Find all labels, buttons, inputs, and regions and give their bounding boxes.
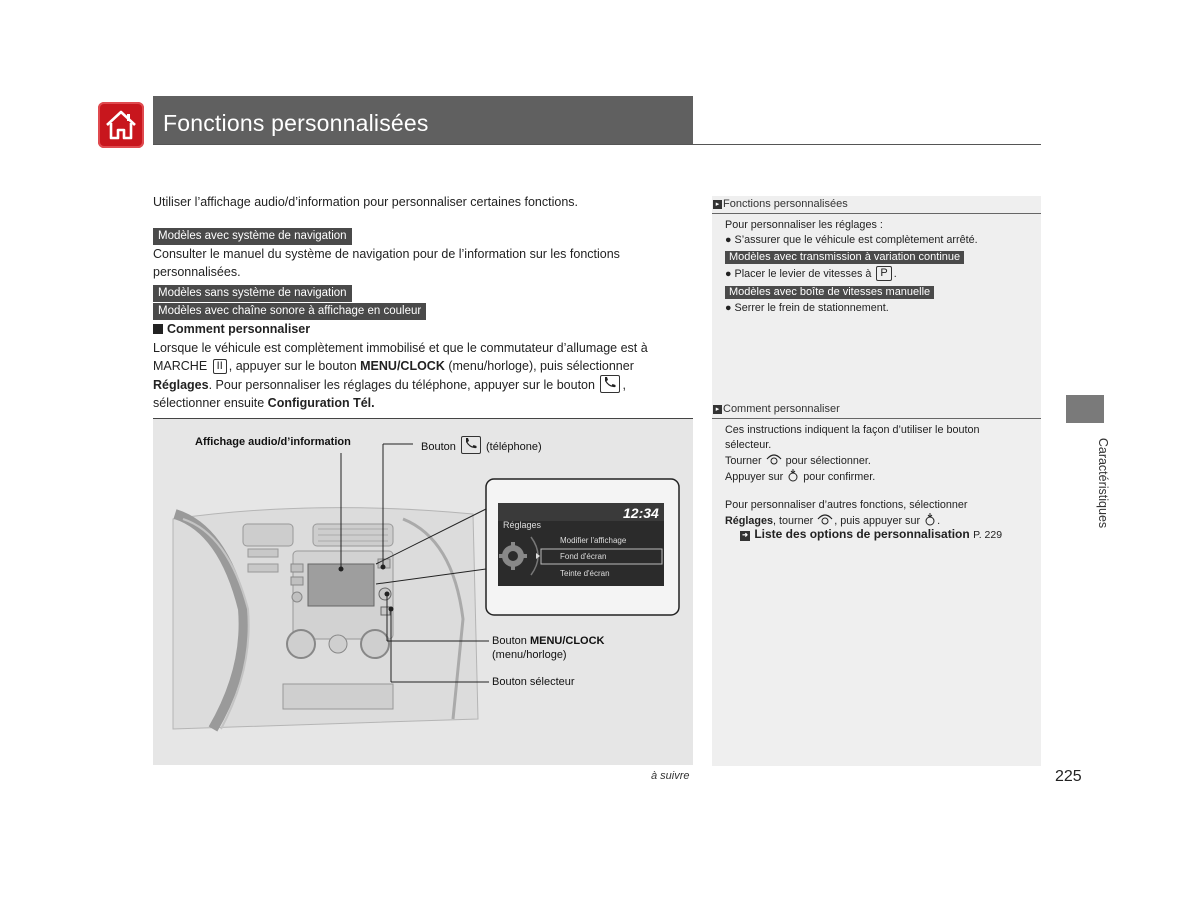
- page-number: 225: [1055, 768, 1082, 785]
- note-arrow-icon: ▸: [713, 200, 722, 209]
- dashboard-illustration: [153, 418, 693, 765]
- note1-line1: Pour personnaliser les réglages :: [725, 219, 883, 231]
- screen-item-1: Modifier l'affichage: [560, 536, 627, 545]
- note2-line4a: Appuyer sur: [725, 471, 784, 483]
- note-arrow-icon: ▸: [713, 405, 722, 414]
- rotate-dial-icon: [765, 453, 783, 465]
- note2-heading-text: Comment personnaliser: [723, 403, 840, 415]
- screen-time: 12:34: [623, 505, 659, 521]
- note2-rule: [712, 418, 1041, 419]
- para-2c: (menu/horloge), puis sélectionner: [448, 359, 634, 373]
- label-phone-b: (téléphone): [486, 441, 542, 453]
- note1-heading: [713, 198, 848, 210]
- label-menu-bold: MENU/CLOCK: [529, 635, 605, 647]
- chapter-tab[interactable]: [1066, 395, 1104, 423]
- note2-line5: Pour personnaliser d’autres fonctions, sélectionner: [725, 499, 968, 511]
- intro-text: Utiliser l’affichage audio/d’information pour personnaliser certaines fonctions.: [153, 195, 578, 209]
- note1-bullet2-text: Placer le levier de vitesses à: [734, 268, 872, 280]
- note2-line6a: , tourner: [773, 515, 814, 527]
- park-key-icon: P: [876, 266, 891, 281]
- note2-line4b: pour confirmer.: [803, 471, 876, 483]
- chapter-label: Caractéristiques: [1096, 437, 1111, 529]
- reglages-bold: Réglages: [153, 378, 209, 392]
- tag-no-nav-models: Modèles sans système de navigation: [153, 285, 352, 302]
- press-dial-icon: [786, 469, 800, 482]
- note2-line1: Ces instructions indiquent la façon d’utiliser le bouton: [725, 424, 980, 436]
- screen-item-2: Fond d'écran: [560, 552, 607, 561]
- link-page: P. 229: [973, 529, 1003, 541]
- label-phone-a: Bouton: [421, 441, 456, 453]
- para-line-1: Lorsque le véhicule est complètement immobilisé et que le commutateur d’allumage est à: [153, 341, 648, 355]
- para-line-3: Réglages. Pour personnaliser les réglages du téléphone, appuyer sur le bouton ,: [153, 375, 693, 394]
- section-heading: [153, 322, 310, 336]
- config-tel-bold: Configuration Tél.: [267, 396, 375, 410]
- section-heading-label: Comment personnaliser: [167, 322, 311, 336]
- note2-line6: Réglages, tourner , puis appuyer sur .: [725, 515, 941, 527]
- square-bullet-icon: [153, 324, 163, 334]
- label-display: Affichage audio/d’information: [195, 436, 351, 448]
- label-menu-clock: [492, 635, 605, 647]
- note1-bullet3-text: Serrer le frein de stationnement.: [734, 302, 889, 314]
- cross-reference-icon: ➜: [740, 531, 750, 541]
- customization-options-link[interactable]: [740, 527, 1002, 541]
- screen-item-3: Teinte d'écran: [560, 569, 610, 578]
- label-menu-a: Bouton: [492, 635, 527, 647]
- para-2b: , appuyer sur le bouton: [228, 359, 357, 373]
- note1-heading-text: Fonctions personnalisées: [723, 198, 848, 210]
- dashboard-drawing: [153, 419, 693, 765]
- press-dial-icon: [923, 513, 937, 526]
- title-rule: [153, 144, 1041, 145]
- note2-reglages-bold: Réglages: [725, 515, 774, 527]
- tag-manual-models: Modèles avec boîte de vitesses manuelle: [725, 286, 934, 299]
- para-4a: sélectionner ensuite: [153, 396, 265, 410]
- home-icon: [98, 102, 144, 148]
- menu-clock-bold: MENU/CLOCK: [360, 359, 445, 373]
- para-3a: . Pour personnaliser les réglages du téléphone, appuyer sur le bouton: [208, 378, 595, 392]
- screen-heading: Réglages: [503, 520, 542, 530]
- note1-rule: [712, 213, 1041, 214]
- rotate-dial-icon: [816, 513, 834, 525]
- phone-key-icon: [600, 375, 620, 393]
- para-line-2: [153, 357, 693, 375]
- link-text: Liste des options de personnalisation: [754, 527, 970, 541]
- note2-line3b: pour sélectionner.: [785, 455, 871, 467]
- note1-bullet3: ● Serrer le frein de stationnement.: [725, 302, 889, 314]
- ignition-key-icon: II: [213, 359, 227, 374]
- note2-line3a: Tourner: [725, 455, 762, 467]
- phone-button-icon: [461, 436, 481, 454]
- tag-color-audio-models: Modèles avec chaîne sonore à affichage en couleur: [153, 303, 426, 320]
- note2-line4: [725, 469, 875, 485]
- note2-line2: sélecteur.: [725, 439, 772, 451]
- nav-text: Consulter le manuel du système de navigation pour de l’information sur les fonctions personnalisées.: [153, 247, 620, 279]
- note2-line6b: , puis appuyer sur: [834, 515, 921, 527]
- note1-bullet1-text: S’assurer que le véhicule est complètement arrêté.: [734, 234, 978, 246]
- note1-bullet1: ● S’assurer que le véhicule est complètement arrêté.: [725, 234, 978, 246]
- label-phone: [421, 436, 542, 454]
- note2-heading: [713, 403, 840, 415]
- home-button[interactable]: [98, 102, 144, 148]
- label-menu-paren: (menu/horloge): [492, 649, 567, 661]
- para-line-4: [153, 394, 693, 412]
- tag-nav-models: Modèles avec système de navigation: [153, 228, 352, 245]
- marche-text: MARCHE: [153, 359, 208, 373]
- note2-line3: [725, 453, 871, 469]
- tag-cvt-models: Modèles avec transmission à variation continue: [725, 251, 964, 264]
- how-to-paragraph: [153, 339, 693, 412]
- continued-text: à suivre: [651, 770, 690, 782]
- page-title: Fonctions personnalisées: [163, 110, 429, 136]
- label-selector: Bouton sélecteur: [492, 676, 575, 688]
- note1-bullet2: ● Placer le levier de vitesses à P .: [725, 267, 897, 280]
